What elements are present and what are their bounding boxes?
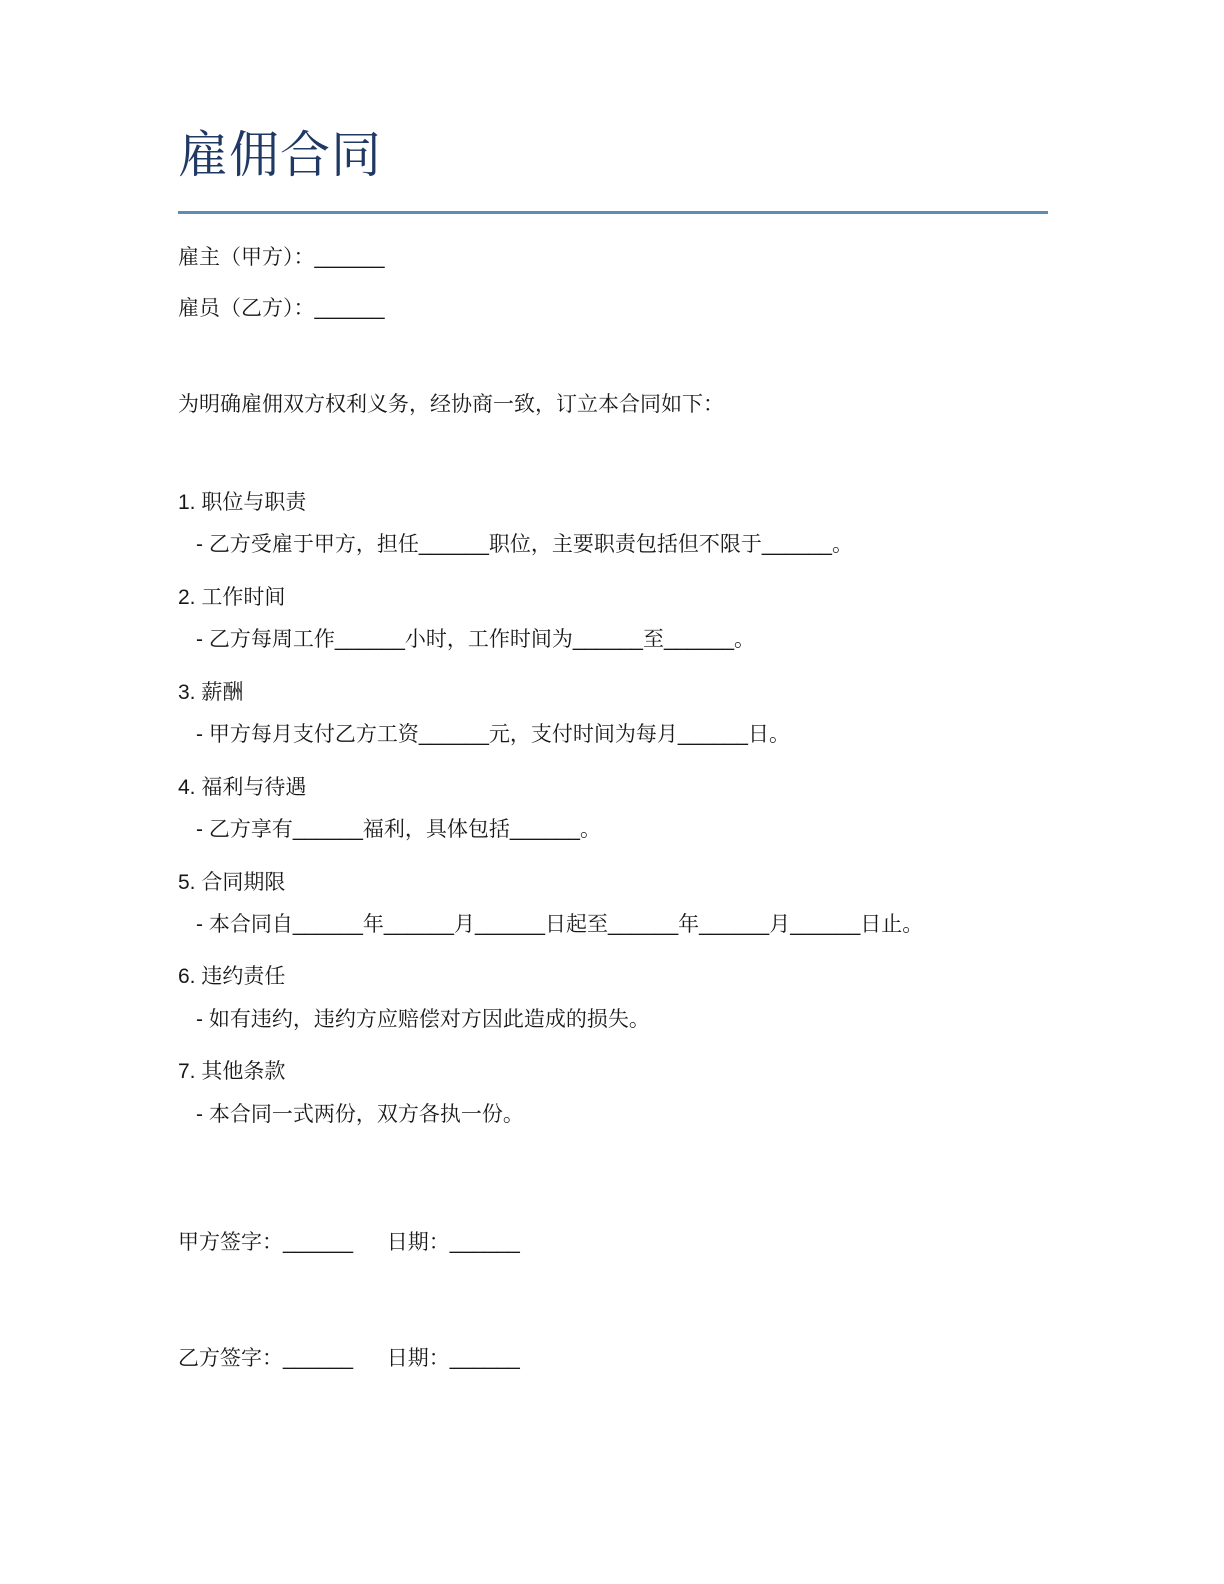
party-b-signature-label: 乙方签字：______ [178, 1347, 354, 1371]
clause-detail: - 本合同一式两份，双方各执一份。 [196, 1102, 524, 1126]
party-a-signature-row [178, 1228, 1058, 1258]
clause-heading: 3. 薪酬 [178, 680, 244, 704]
clause-item [178, 1057, 1058, 1130]
clause-item [178, 488, 1058, 561]
employee-field-line: 雇员（乙方）：______ [178, 297, 385, 320]
clause-heading: 6. 违约责任 [178, 965, 286, 989]
clause-detail: - 乙方每周工作______小时，工作时间为______至______。 [196, 628, 756, 652]
employer-field-line: 雇主（甲方）：______ [178, 246, 385, 269]
title-divider [178, 211, 1048, 214]
party-b-signature-row [178, 1344, 1058, 1374]
clause-list [178, 488, 1058, 1130]
party-b-date-label: 日期：______ [386, 1347, 520, 1371]
clause-item [178, 962, 1058, 1035]
party-a-signature-label: 甲方签字：______ [178, 1231, 354, 1254]
clause-heading: 5. 合同期限 [178, 870, 286, 894]
clause-detail: - 乙方享有______福利，具体包括______。 [196, 818, 601, 842]
clause-item [178, 868, 1058, 941]
clause-detail: - 本合同自______年______月______日起至______年______月______日止。 [196, 912, 924, 936]
clause-heading: 7. 其他条款 [178, 1060, 286, 1084]
party-a-date-label: 日期：______ [386, 1231, 520, 1254]
clause-heading: 4. 福利与待遇 [178, 775, 307, 799]
clause-item [178, 678, 1058, 751]
intro-paragraph: 为明确雇佣双方权利义务，经协商一致，订立本合同如下： [178, 393, 724, 416]
clause-item [178, 773, 1058, 846]
clause-detail: - 乙方受雇于甲方，担任______职位，主要职责包括但不限于______。 [196, 533, 853, 557]
clause-detail: - 如有违约，违约方应赔偿对方因此造成的损失。 [196, 1007, 650, 1031]
clause-detail: - 甲方每月支付乙方工资______元，支付时间为每月______日。 [196, 723, 790, 747]
clause-item [178, 583, 1058, 656]
signature-block [178, 1228, 1058, 1375]
clause-heading: 1. 职位与职责 [178, 491, 307, 514]
clause-heading: 2. 工作时间 [178, 585, 286, 609]
page-title: 雇佣合同 [178, 127, 382, 183]
